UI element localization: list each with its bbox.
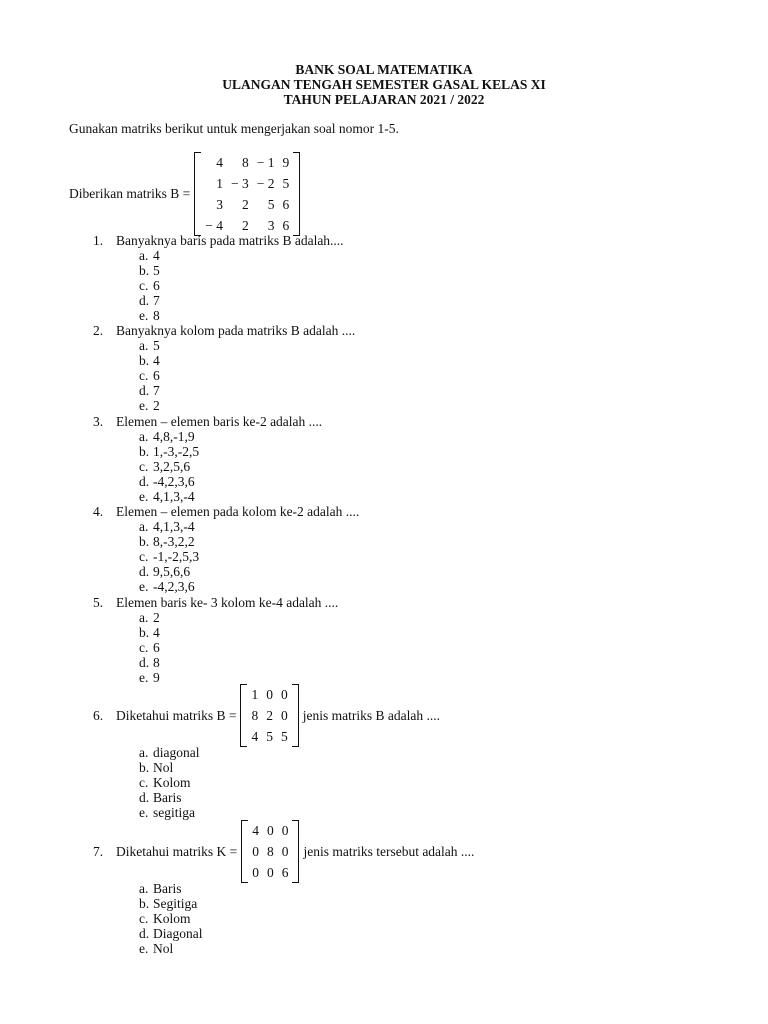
option-e: e. 2 (139, 398, 160, 414)
header-subtitle: ULANGAN TENGAH SEMESTER GASAL KELAS XI (222, 77, 546, 92)
option-c: c. 6 (139, 640, 160, 656)
question-text: Elemen baris ke- 3 kolom ke-4 adalah .... (116, 595, 339, 610)
question-text: Banyaknya baris pada matriks B adalah.... (116, 233, 344, 248)
question-number: 6. (93, 707, 104, 723)
question-1 (93, 233, 344, 249)
option-c: c. 6 (139, 278, 160, 294)
matrix-cell: 0 (266, 865, 274, 880)
question-2 (93, 323, 355, 339)
option-b: b. 5 (139, 263, 160, 279)
matrix-cell: 0 (280, 708, 288, 723)
question-number: 3. (93, 414, 104, 429)
matrix-cell: − 4 (205, 218, 223, 233)
question-6 (93, 684, 440, 747)
matrix-cell: 4 (252, 823, 259, 838)
option-d: d. Baris (139, 790, 182, 806)
option-d: d. 7 (139, 293, 160, 309)
option-d: d. 8 (139, 655, 160, 671)
matrix-cell: 8 (251, 708, 259, 723)
matrix-cell: 1 (251, 687, 259, 702)
matrix-cell: 2 (266, 708, 273, 723)
option-a: a. 2 (139, 610, 160, 625)
option-e: e. 9 (139, 670, 160, 686)
option-d: d. Diagonal (139, 926, 203, 942)
matrix-cell: 2 (241, 218, 249, 233)
question-4-options (139, 519, 199, 594)
option-a: a. diagonal (139, 745, 200, 760)
option-e: e. segitiga (139, 805, 195, 821)
option-e: e. Nol (139, 941, 174, 957)
matrix-cell: 8 (241, 155, 249, 170)
question-text: Elemen – elemen baris ke-2 adalah .... (116, 414, 323, 429)
option-b: b. Segitiga (139, 896, 198, 912)
question-number: 1. (93, 233, 104, 248)
matrix-cell: 5 (282, 176, 290, 191)
matrix-cell: 6 (282, 197, 290, 212)
option-c: c. Kolom (139, 775, 191, 791)
question-text: Elemen – elemen pada kolom ke-2 adalah .... (116, 504, 360, 519)
option-a: a. 4,8,-1,9 (139, 429, 195, 444)
question-5 (93, 595, 338, 611)
option-a: a. 4,1,3,-4 (139, 519, 195, 534)
matrix-question-7 (241, 820, 299, 883)
matrix-cell: 5 (267, 197, 275, 212)
option-c: c. -1,-2,5,3 (139, 549, 200, 565)
question-3 (93, 414, 322, 430)
matrix-cell: 0 (252, 844, 259, 859)
question-suffix: jenis matriks tersebut adalah .... (303, 843, 475, 859)
question-7-options (139, 881, 203, 956)
matrix-cell: − 2 (256, 176, 275, 191)
matrix-cell: − 3 (230, 176, 249, 191)
option-b: b. 1,-3,-2,5 (139, 444, 200, 460)
matrix-cell: 5 (266, 729, 273, 744)
question-6-options (139, 745, 200, 820)
option-a: a. 5 (139, 338, 160, 353)
option-a: a. Baris (139, 881, 182, 896)
matrix-cell: 0 (280, 687, 288, 702)
question-1-options (139, 248, 160, 323)
matrix-cell: 4 (216, 155, 223, 170)
option-b: b. Nol (139, 760, 174, 776)
matrix-cell: 8 (266, 844, 274, 859)
matrix-b-block (69, 152, 300, 236)
matrix-cell: 2 (241, 197, 249, 212)
header-title: BANK SOAL MATEMATIKA (295, 62, 473, 77)
intro-text: Gunakan matriks berikut untuk mengerjakan soal nomor 1-5. (69, 121, 399, 136)
question-text: Banyaknya kolom pada matriks B adalah .... (116, 323, 356, 338)
question-3-options (139, 429, 199, 504)
document-header (0, 62, 768, 107)
question-7 (93, 820, 474, 883)
question-4 (93, 504, 359, 520)
question-number: 4. (93, 504, 104, 519)
matrix-cell: 5 (280, 729, 288, 744)
matrix-cell: − 1 (256, 155, 275, 170)
matrix-cell: 0 (266, 687, 273, 702)
matrix-cell: 0 (281, 823, 289, 838)
option-e: e. 8 (139, 308, 160, 324)
matrix-cell: 3 (267, 218, 275, 233)
header-year: TAHUN PELAJARAN 2021 / 2022 (283, 92, 485, 107)
option-e: e. -4,2,3,6 (139, 579, 195, 595)
option-c: c. 3,2,5,6 (139, 459, 191, 475)
option-c: c. Kolom (139, 911, 191, 927)
matrix-cell: 6 (281, 865, 289, 880)
question-number: 7. (93, 843, 104, 859)
option-b: b. 8,-3,2,2 (139, 534, 195, 550)
question-5-options (139, 610, 160, 685)
matrix-cell: 9 (282, 155, 290, 170)
question-2-options (139, 338, 160, 413)
question-suffix: jenis matriks B adalah .... (302, 707, 440, 723)
option-e: e. 4,1,3,-4 (139, 489, 195, 505)
matrix-cell: 0 (266, 823, 274, 838)
matrix-b-label: Diberikan matriks B = (69, 186, 191, 201)
option-b: b. 4 (139, 625, 160, 641)
option-b: b. 4 (139, 353, 160, 369)
option-d: d. 9,5,6,6 (139, 564, 191, 580)
matrix-cell: 0 (281, 844, 289, 859)
matrix-b (194, 152, 300, 236)
question-text: Diketahui matriks B = (116, 707, 237, 723)
option-c: c. 6 (139, 368, 160, 384)
matrix-cell: 6 (282, 218, 290, 233)
matrix-cell: 1 (216, 176, 223, 191)
option-d: d. -4,2,3,6 (139, 474, 195, 490)
option-d: d. 7 (139, 383, 160, 399)
question-number: 2. (93, 323, 104, 338)
question-text: Diketahui matriks K = (116, 843, 238, 859)
matrix-cell: 4 (251, 729, 259, 744)
question-number: 5. (93, 595, 104, 610)
matrix-question-6 (240, 684, 298, 747)
matrix-cell: 3 (216, 197, 223, 212)
option-a: a. 4 (139, 248, 160, 263)
matrix-cell: 0 (252, 865, 259, 880)
